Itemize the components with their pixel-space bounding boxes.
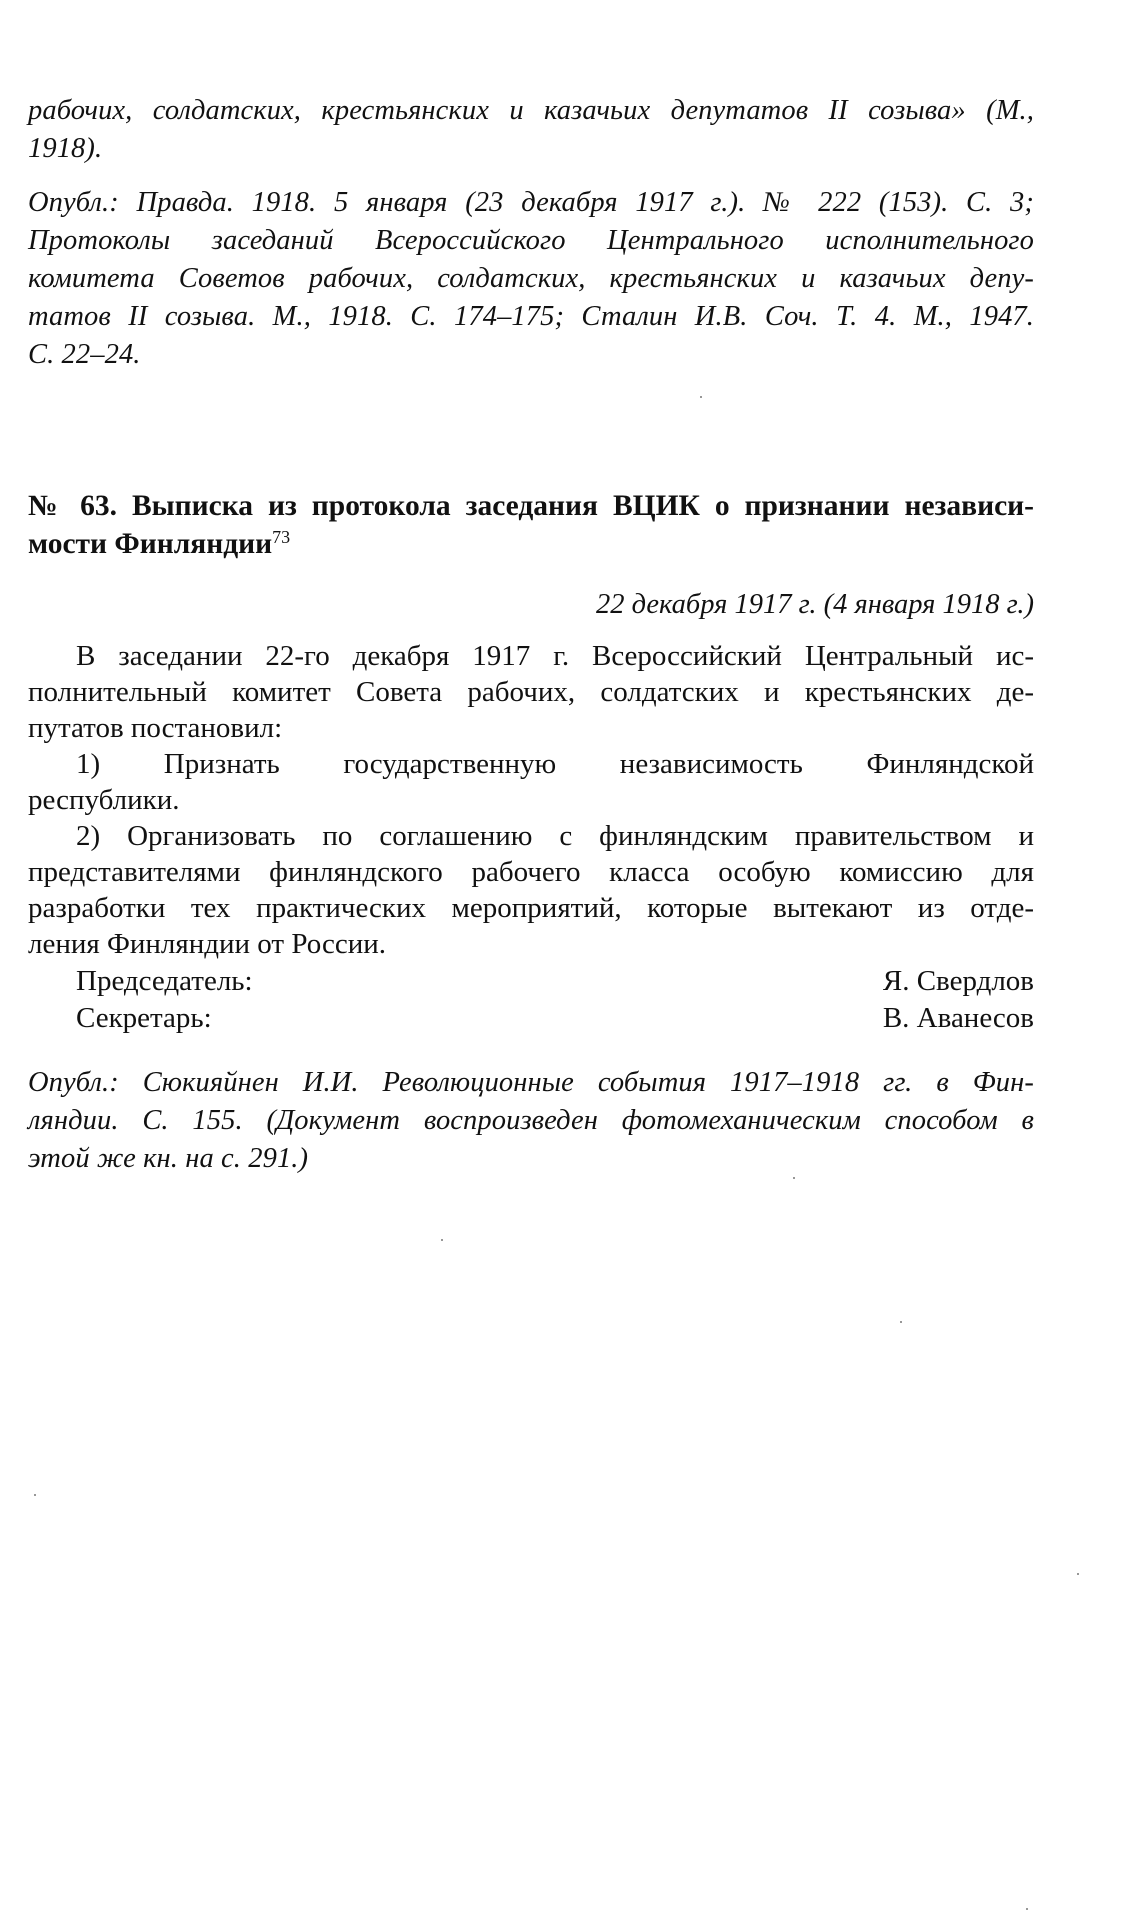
body-line: 2) Организовать по соглашению с финляндским правительством и [76, 820, 1034, 852]
scan-speck [793, 1177, 795, 1179]
body-line: 1) Признать государственную независимость Финляндской [76, 748, 1034, 780]
body-line: представителями финляндского рабочего класса особую комиссию для [28, 856, 1034, 888]
scan-speck [1077, 1573, 1079, 1575]
publication-line: этой же кн. на с. 291.) [28, 1143, 309, 1174]
document-date: 22 декабря 1917 г. (4 января 1918 г.) [595, 589, 1034, 620]
scan-speck [900, 1321, 902, 1323]
signature-row [28, 963, 1034, 1000]
title-text: мости Финляндии [28, 528, 273, 560]
signature-block [28, 963, 1034, 1037]
document-body [28, 638, 1034, 962]
body-line: В заседании 22-го декабря 1917 г. Всероссийский Центральный ис- [76, 640, 1034, 672]
tail-line: 1918). [28, 133, 103, 164]
publication-note [28, 1064, 1034, 1178]
previous-document-tail [28, 92, 1034, 168]
publication-line: С. 22–24. [28, 339, 141, 370]
signature-name: Я. Свердлов [882, 965, 1034, 997]
publication-line: комитета Советов рабочих, солдатских, крестьянских и казачьих депу- [28, 263, 1034, 294]
body-line: путатов постановил: [28, 712, 283, 744]
body-line: полнительный комитет Совета рабочих, солдатских и крестьянских де- [28, 676, 1034, 708]
publication-line: ляндии. С. 155. (Документ воспроизведен фотомеханическим способом в [28, 1105, 1034, 1136]
body-line: республики. [28, 784, 180, 816]
scan-speck [700, 396, 702, 398]
title-line [28, 525, 1034, 563]
scan-speck [34, 1494, 36, 1496]
scan-speck [441, 1239, 443, 1241]
body-line: ления Финляндии от России. [28, 928, 386, 960]
footnote-ref: 73 [272, 527, 291, 547]
scan-speck [1026, 1908, 1028, 1910]
signature-name: В. Аванесов [882, 1002, 1034, 1034]
body-line: разработки тех практических мероприятий, которые вытекают из отде- [28, 892, 1034, 924]
title-line: № 63. Выписка из протокола заседания ВЦИК о признании независи- [28, 490, 1034, 522]
signature-row [28, 1000, 1034, 1037]
signature-role: Секретарь: [76, 1002, 212, 1034]
document-title [28, 487, 1034, 563]
tail-line: рабочих, солдатских, крестьянских и казачьих депутатов II созыва» (М., [28, 95, 1034, 126]
publication-line: Опубл.: Сюкияйнен И.И. Революционные события 1917–1918 гг. в Фин- [28, 1067, 1034, 1098]
publication-line: Опубл.: Правда. 1918. 5 января (23 декабря 1917 г.). № 222 (153). С. 3; [28, 187, 1034, 218]
signature-role: Председатель: [76, 965, 253, 997]
publication-line: Протоколы заседаний Всероссийского Центрального исполнительного [28, 225, 1034, 256]
previous-publication-note [28, 184, 1034, 374]
publication-line: татов II созыва. М., 1918. С. 174–175; Сталин И.В. Соч. Т. 4. М., 1947. [28, 301, 1034, 332]
